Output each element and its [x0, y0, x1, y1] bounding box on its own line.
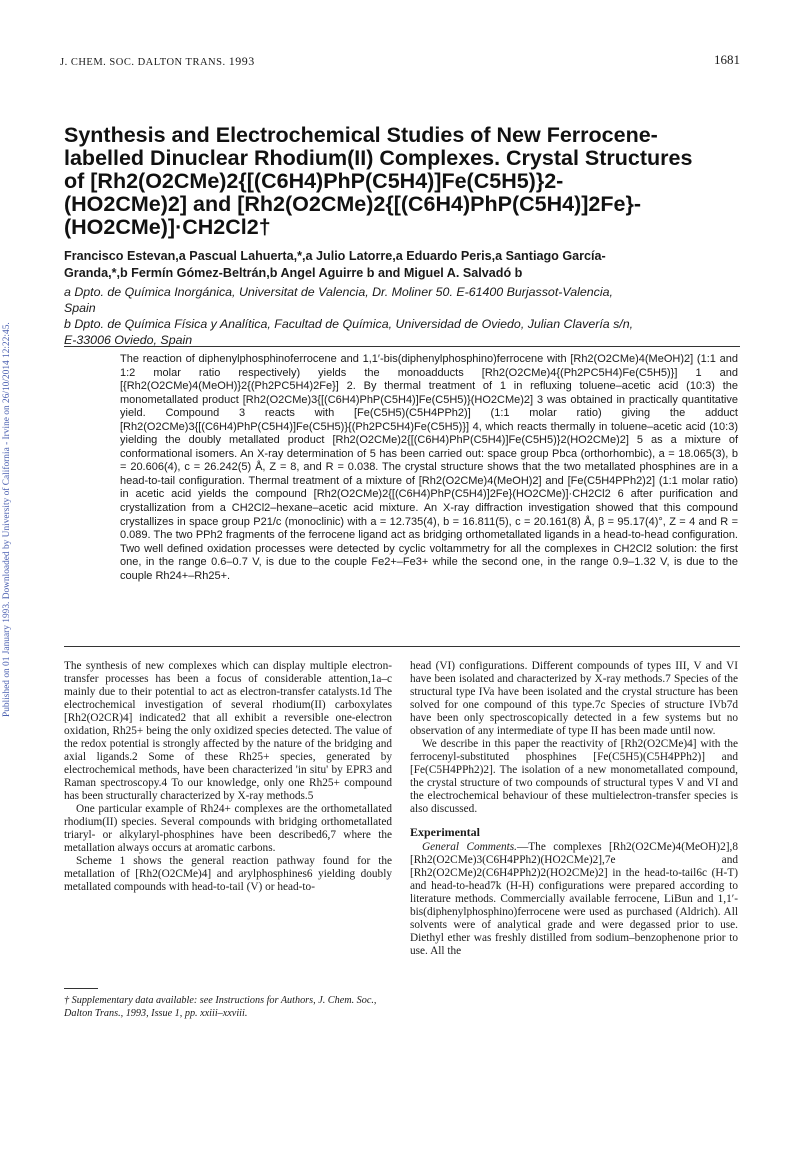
experimental-run-in: General Comments. [422, 840, 517, 853]
title-line-1: Synthesis and Electrochemical Studies of New Ferrocene- [64, 123, 658, 147]
affiliation-b: b Dpto. de Química Física y Analítica, Facultad de Química, Universidad de Oviedo, Julian Clavería s/n, E-33006 Oviedo, Spain [64, 317, 634, 347]
journal-year: 1993 [228, 54, 255, 68]
journal-name: J. CHEM. SOC. DALTON TRANS. 1993 [60, 54, 255, 68]
intro-paragraph-1: The synthesis of new complexes which can display multiple electron-transfer processes has been a focus of considerable attention,1a–c mainly due to their potential to act as electron-transfer catalysts.1d The electrochemical investigation of several rhodium(II) carboxylates [Rh2(O2CR)4] indicated2 that all exhibit a reversible one-electron oxidation, Rh25+ being the only oxidized species detected. The value of the redox potential is strongly affected by the nature of the bridging and axial ligands.2 Some of these Rh25+ species, generated by electrochemical methods, have been characterized 'in situ' by EPR3 and Raman spectroscopy.4 To our knowledge, only one Rh25+ compound has been structurally characterized by X-ray methods.5 [64, 660, 392, 802]
abstract: The reaction of diphenylphosphinoferrocene and 1,1′-bis(diphenylphosphino)ferrocene with [Rh2(O2CMe)4(MeOH)2] (1:1 and 1:2 molar ratio respectively) yields the monoadducts [Rh2(O2CMe)4{(Ph2PC5H4)Fe(C5H5)}] 1 and [{Rh2(O2CMe)4(MeOH)}2{(Ph2PC5H4)2Fe}] 2. By thermal treatment of 1 in refluxing toluene–acetic acid (10:3) the monometallated product [Rh2(O2CMe)3{[(C6H4)PhP(C5H4)]Fe(C5H5)}(HO2CMe)2] 3 was obtained in practically quantitative yield. Compound 3 reacts with [Fe(C5H5)(C5H4PPh2)] (1:1 molar ratio) giving the adduct [Rh2(O2CMe)3{[(C6H4)PhP(C5H4)]Fe(C5H5)}{(Ph2PC5H4)Fe(C5H5)}] 4, which reacts thermally in toluene–acetic acid (10:3) yielding the doubly metallated product [Rh2(O2CMe)2{[(C6H4)PhP(C5H4)]Fe(C5H5)}2(HO2CMe)2] 5 as a mixture of conformational isomers. An X-ray determination of 5 has been carried out: space group Pbca (orthorhombic), a = 18.065(3), b = 20.606(4), c = 26.242(5) Å, Z = 8, and R = 0.038. The crystal structure shows that the two metallated phosphines are in a head-to-tail configuration. Thermal treatment of a mixture of [Rh2(O2CMe)4(MeOH)2] and [Fe(C5H4PPh2)2] (1:1 molar ratio) in acetic acid yields the compound [Rh2(O2CMe)2{[(C6H4)PhP(C5H4)]2Fe}(HO2CMe)]·CH2Cl2 6 after purification and crystallization from a CH2Cl2–hexane–acetic acid mixture. An X-ray diffraction investigation showed that this compound crystallizes in space group P21/c (monoclinic) with a = 12.735(4), b = 16.811(5), c = 20.161(8) Å, β = 95.17(4)°, Z = 4 and R = 0.089. The two PPh2 fragments of the ferrocene ligand act as bridging orthometallated ligands in a head-to-head configuration. Two well defined oxidation processes were detected by cyclic voltammetry for all the complexes in CH2Cl2 solution: the first one, in the range 0.6–0.7 V, is due to the couple Fe2+–Fe3+ while the second one, in the range 0.9–1.32 V, is due to the couple Rh24+–Rh25+. [120, 353, 738, 582]
supplementary-footnote: † Supplementary data available: see Instructions for Authors, J. Chem. Soc., Dalton Trans., 1993, Issue 1, pp. xxiii–xxviii. [64, 995, 377, 1019]
intro-paragraph-3: Scheme 1 shows the general reaction pathway found for the metallation of [Rh2(O2CMe)4] and arylphosphines6 yielding doubly metallated compounds with head-to-tail (V) or head-to- [64, 854, 392, 893]
intro-paragraph-4: head (VI) configurations. Different compounds of types III, V and VI have been isolated and characterized by X-ray methods.7 Species of the structural type IVa have been isolated and the crystal structure has been solved for one compound of this type.7c Species of structure IVb7d have been only spectroscopically detected in a few systems but no observation of any intermediate of type II has been made until now. [410, 660, 738, 737]
experimental-paragraph [410, 841, 738, 958]
title-line-5: (HO2CMe)]·CH2Cl2† [64, 215, 271, 239]
experimental-heading: Experimental [410, 824, 480, 839]
title-line-2: labelled Dinuclear Rhodium(II) Complexes. Crystal Structures [64, 146, 693, 170]
body-left-column [64, 660, 392, 894]
intro-paragraph-5: We describe in this paper the reactivity of [Rh2(O2CMe)4] with the ferrocenyl-substituted phosphines [Fe(C5H5)(C5H4PPh2)] and [Fe(C5H4PPh2)2]. The isolation of a new monometallated compound, the crystal structure of two compounds of structural types V and VI and the electrochemical behaviour of these multielectron-transfer species is also discussed. [410, 737, 738, 815]
abstract-bottom-rule [64, 646, 740, 647]
page-number: 1681 [714, 52, 740, 67]
running-head [60, 52, 740, 68]
article-title [64, 124, 740, 239]
footnote-rule [64, 988, 98, 989]
title-line-3: of [Rh2(O2CMe)2{[(C6H4)PhP(C5H4)]Fe(C5H5)}2- [64, 169, 564, 193]
experimental-text: —The complexes [Rh2(O2CMe)4(MeOH)2],8 [Rh2(O2CMe)3(C6H4PPh2)(HO2CMe)2],7e and [Rh2(O2CMe)2(C6H4PPh2)2(HO2CMe)2] in the head-to-tail6c (H-T) and head-to-head7k (H-H) configurations were prepared according to literature methods. Commercially available ferrocene, LiBun and 1,1′-bis(diphenylphosphino)ferrocene were used as purchased (Aldrich). All solvents were of analytical grade and were degassed prior to use. Diethyl ether was freshly distilled from sodium–benzophenone prior to use. All the [410, 840, 738, 957]
intro-paragraph-2: One particular example of Rh24+ complexes are the orthometallated rhodium(II) species. Several compounds with bridging orthometallated triaryl- or alkylaryl-phosphines have been described6,7 where the metallation always occurs at aromatic carbons. [64, 802, 392, 854]
abstract-top-rule [64, 346, 740, 347]
affiliation-a: a Dpto. de Química Inorgánica, Universitat de Valencia, Dr. Moliner 50. E-61400 Burjassot-Valencia, Spain [64, 285, 613, 315]
author-line-1: Francisco Estevan,a Pascual Lahuerta,*,a Julio Latorre,a Eduardo Peris,a Santiago García- [64, 249, 606, 263]
author-list [64, 248, 740, 282]
body-right-column [410, 660, 738, 958]
download-watermark: Published on 01 January 1993. Downloaded by University of California - Irvine on 26/10/2014 12:22:45. [2, 322, 12, 718]
author-line-2: Granda,*,b Fermín Gómez-Beltrán,b Angel Aguirre b and Miguel A. Salvadó b [64, 266, 523, 280]
title-line-4: (HO2CMe)2] and [Rh2(O2CMe)2{[(C6H4)PhP(C5H4)]2Fe}- [64, 192, 641, 216]
